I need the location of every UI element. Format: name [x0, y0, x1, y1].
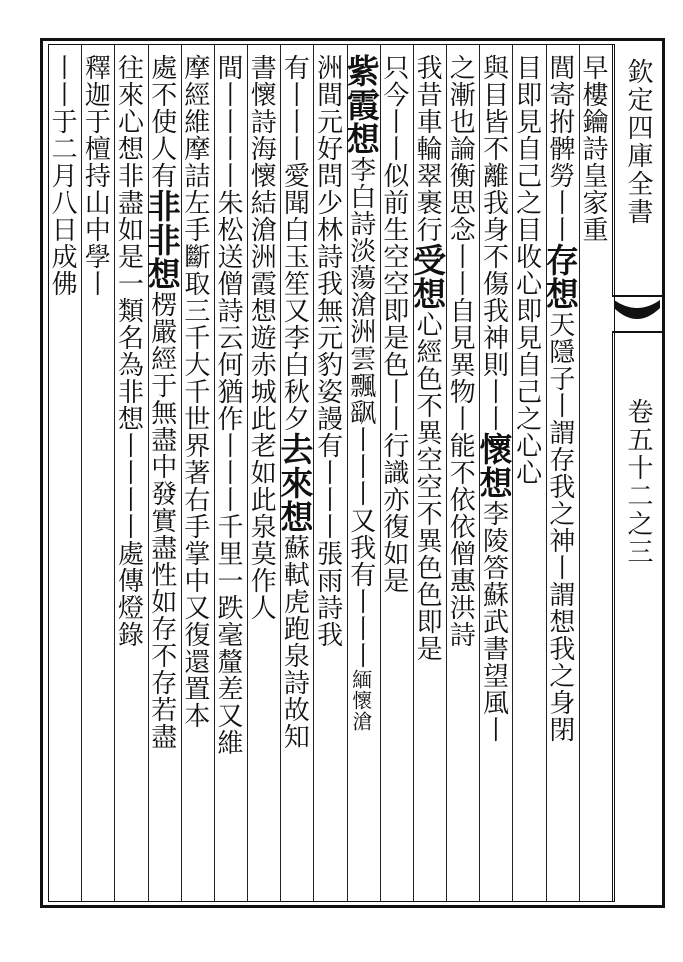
text-segment: 心經色不異空空不異色色即是 [412, 311, 443, 662]
text-column [408, 54, 448, 662]
column-rule [214, 44, 215, 902]
text-segment: 天隱子丨謂存我之神丨謂想我之身閉 [544, 311, 575, 743]
text-segment: 此老如此泉莫作人 [246, 405, 277, 621]
text-segment: 李陵答蘇武書望風丨 [478, 500, 509, 743]
text-segment: 空空即是色丨丨行識亦復如是 [378, 243, 409, 594]
column-rule [413, 44, 414, 902]
text-segment: 楞嚴經于無盡中發實盡性如存不存若盡 [146, 291, 177, 750]
text-column [474, 54, 514, 743]
column-rule [380, 44, 381, 902]
text-column [47, 54, 79, 297]
fish-tail-ornament [612, 294, 662, 334]
text-column [246, 54, 278, 621]
text-segment: 目即見自己之目收心即見自己之心心 [511, 54, 542, 486]
text-segment: 釋迦于檀持山中學丨 [80, 54, 111, 297]
text-segment: 洲間元好問少林詩我無元豹姿謾有丨丨丨張雨詩我 [312, 54, 343, 648]
text-column [511, 54, 543, 486]
column-rule [347, 44, 348, 902]
text-column [179, 54, 212, 729]
column-rule [247, 44, 248, 902]
text-segment: 往來心想 [113, 54, 144, 162]
text-segment: 我昔車輪翠裹行 [412, 54, 443, 243]
text-column [540, 54, 580, 743]
text-column [275, 54, 315, 750]
entry-heading: 懷想 [474, 432, 514, 500]
text-column [142, 54, 182, 750]
column-rule [479, 44, 480, 902]
text-column [378, 54, 411, 594]
column-rule [114, 44, 115, 902]
text-segment: 摩經維摩詰左手斷取三千大千世界著右手掌中又復還置本 [179, 54, 210, 729]
column-rule [181, 44, 182, 902]
margin-header: 欽定四庫全書 [623, 58, 653, 226]
text-segment: 書懷詩海懷結滄洲霞想遊赤城 [246, 54, 277, 405]
entry-heading: 非非想 [142, 189, 182, 291]
text-segment: 非盡如是一類名為非想丨丨丨丨處傳燈錄 [113, 162, 144, 648]
column-rule [446, 44, 447, 902]
entry-heading: 存想 [540, 243, 580, 311]
text-segment: 緬懷滄 [348, 669, 373, 732]
column-rule [148, 44, 149, 902]
text-column [80, 54, 112, 297]
text-column [113, 54, 145, 648]
column-rule [81, 44, 82, 902]
text-segment: 處不使人有 [146, 54, 177, 189]
text-column [312, 54, 344, 648]
text-column [213, 54, 245, 756]
text-segment: 李白詩淡蕩滄洲雲飄飖丨丨丨又我有丨丨丨 [345, 156, 376, 669]
text-segment: 與目皆不離我身不傷我神則丨丨 [478, 54, 509, 432]
text-column [445, 54, 477, 648]
entry-heading: 紫霞想 [341, 54, 381, 156]
entry-heading: 受想 [408, 243, 448, 311]
text-segment: 蘇軾虎跑泉詩故知 [279, 534, 310, 750]
margin-volume: 卷五十二之三 [623, 398, 653, 566]
text-segment: 有丨丨丨愛聞白玉笙又李白秋夕 [279, 54, 310, 432]
text-column [577, 54, 610, 243]
column-rule [546, 44, 547, 902]
text-segment: 丨能不依依僧惠洪詩 [445, 405, 476, 648]
text-segment: 早樓鑰詩皇家重 [577, 54, 608, 243]
text-segment: 間丨丨丨丨朱松送僧詩云何猶作丨丨丨千里一跌毫釐差又維 [213, 54, 244, 756]
column-rule [579, 44, 580, 902]
text-segment: 只今丨丨似前生 [378, 54, 409, 243]
text-column [341, 54, 381, 732]
entry-heading: 去來想 [275, 432, 315, 534]
column-rule [280, 44, 281, 902]
text-segment: 丨丨于二月八日成佛 [47, 54, 78, 297]
text-segment: 之漸也論衡思念丨丨自見異物 [445, 54, 476, 405]
text-segment: 閭寄拊髀勞丨丨 [544, 54, 575, 243]
